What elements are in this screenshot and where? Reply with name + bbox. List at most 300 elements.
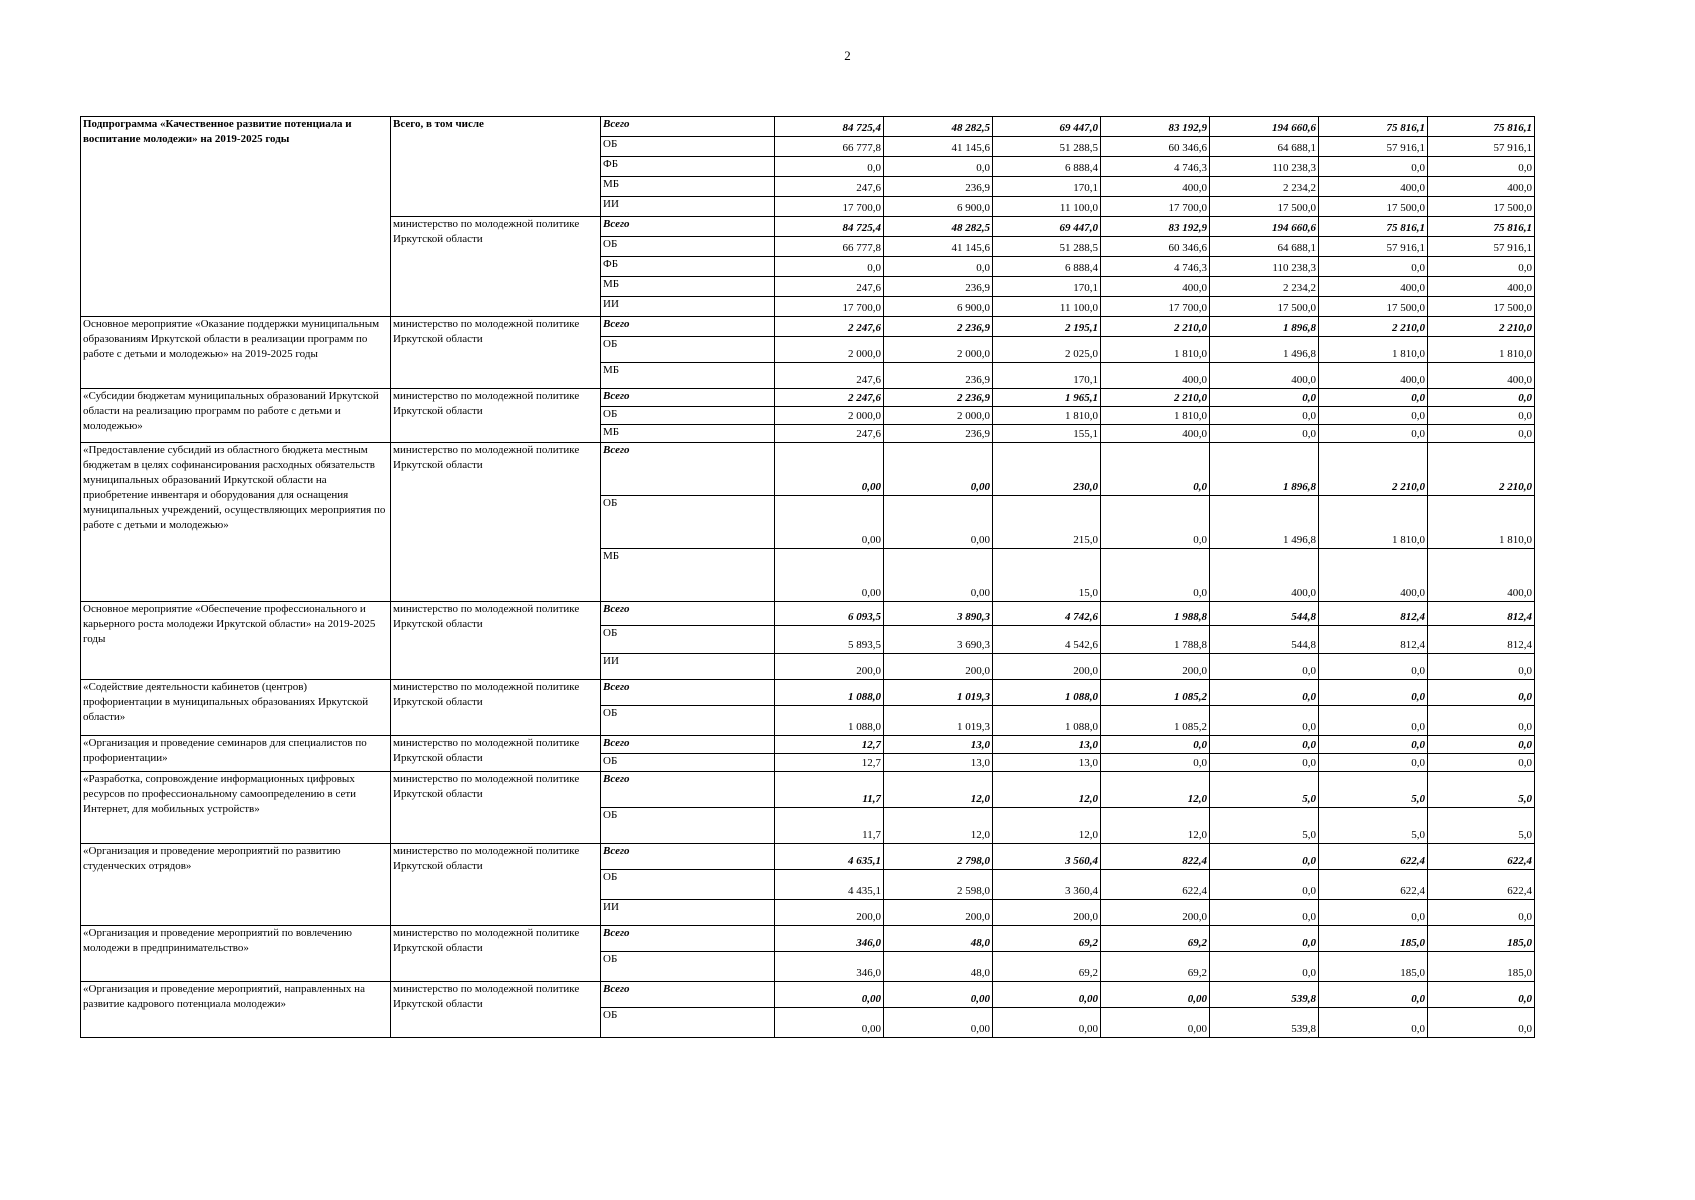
amount-cell: 57 916,1 [1319,237,1428,257]
amount-cell: 2 000,0 [775,407,884,425]
amount-cell: 2 210,0 [1319,317,1428,337]
table-row [81,772,1535,808]
amount-cell: 1 896,8 [1210,443,1319,496]
funding-source-cell: ОБ [601,952,775,982]
amount-cell: 0,00 [775,496,884,549]
funding-source-cell: Всего [601,443,775,496]
amount-cell: 236,9 [884,177,993,197]
amount-cell: 4 746,3 [1101,157,1210,177]
amount-cell: 0,0 [1101,443,1210,496]
funding-source-cell: Всего [601,772,775,808]
funding-source-cell: Всего [601,389,775,407]
amount-cell: 400,0 [1319,277,1428,297]
amount-cell: 48,0 [884,926,993,952]
amount-cell: 2 210,0 [1428,317,1535,337]
amount-cell: 200,0 [1101,900,1210,926]
amount-cell: 400,0 [1101,425,1210,443]
funding-source-cell: ФБ [601,257,775,277]
amount-cell: 13,0 [884,754,993,772]
amount-cell: 0,0 [1319,706,1428,736]
amount-cell: 0,0 [1210,844,1319,870]
amount-cell: 346,0 [775,926,884,952]
amount-cell: 17 500,0 [1210,297,1319,317]
amount-cell: 155,1 [993,425,1101,443]
amount-cell: 2 195,1 [993,317,1101,337]
amount-cell: 0,0 [1319,389,1428,407]
amount-cell: 0,0 [1319,680,1428,706]
amount-cell: 236,9 [884,363,993,389]
funding-source-cell: МБ [601,549,775,602]
amount-cell: 4 635,1 [775,844,884,870]
funding-source-cell: ОБ [601,706,775,736]
amount-cell: 2 236,9 [884,317,993,337]
amount-cell: 57 916,1 [1319,137,1428,157]
amount-cell: 200,0 [993,654,1101,680]
amount-cell: 236,9 [884,425,993,443]
amount-cell: 1 988,8 [1101,602,1210,626]
amount-cell: 0,0 [1210,900,1319,926]
amount-cell: 346,0 [775,952,884,982]
amount-cell: 0,0 [1428,389,1535,407]
amount-cell: 3 560,4 [993,844,1101,870]
amount-cell: 400,0 [1210,363,1319,389]
amount-cell: 1 496,8 [1210,496,1319,549]
table-row [81,736,1535,754]
executor-cell: министерство по молодежной политике Иркутской области [391,217,601,317]
event-title-cell: «Организация и проведение мероприятий по развитию студенческих отрядов» [81,844,391,926]
amount-cell: 69 447,0 [993,117,1101,137]
amount-cell: 0,0 [1210,926,1319,952]
amount-cell: 2 210,0 [1101,389,1210,407]
amount-cell: 1 088,0 [775,680,884,706]
amount-cell: 0,0 [1101,549,1210,602]
amount-cell: 5,0 [1210,772,1319,808]
amount-cell: 812,4 [1319,626,1428,654]
amount-cell: 236,9 [884,277,993,297]
funding-source-cell: Всего [601,317,775,337]
event-title-cell: «Содействие деятельности кабинетов (центров) профориентации в муниципальных образованиях Иркутской области» [81,680,391,736]
amount-cell: 0,0 [1428,680,1535,706]
amount-cell: 0,00 [1101,982,1210,1008]
amount-cell: 0,0 [1210,654,1319,680]
amount-cell: 83 192,9 [1101,217,1210,237]
amount-cell: 75 816,1 [1428,117,1535,137]
amount-cell: 13,0 [993,736,1101,754]
amount-cell: 1 496,8 [1210,337,1319,363]
amount-cell: 185,0 [1428,952,1535,982]
amount-cell: 2 236,9 [884,389,993,407]
executor-cell: министерство по молодежной политике Иркутской области [391,736,601,772]
amount-cell: 12,0 [1101,772,1210,808]
amount-cell: 1 088,0 [993,680,1101,706]
amount-cell: 5 893,5 [775,626,884,654]
amount-cell: 0,0 [1319,754,1428,772]
amount-cell: 12,7 [775,754,884,772]
funding-source-cell: ИИ [601,900,775,926]
amount-cell: 57 916,1 [1428,137,1535,157]
amount-cell: 6 093,5 [775,602,884,626]
amount-cell: 0,0 [1319,257,1428,277]
table-row [81,602,1535,626]
amount-cell: 2 234,2 [1210,277,1319,297]
amount-cell: 0,0 [1319,407,1428,425]
amount-cell: 230,0 [993,443,1101,496]
amount-cell: 622,4 [1101,870,1210,900]
amount-cell: 66 777,8 [775,237,884,257]
amount-cell: 400,0 [1319,177,1428,197]
amount-cell: 48 282,5 [884,117,993,137]
amount-cell: 0,00 [884,1008,993,1038]
amount-cell: 0,00 [884,549,993,602]
amount-cell: 0,0 [884,257,993,277]
amount-cell: 1 810,0 [993,407,1101,425]
event-title-cell: Основное мероприятие «Оказание поддержки муниципальным образованиям Иркутской области в реализации программ по работе с детьми и молодежью» на 2019-2025 годы [81,317,391,389]
amount-cell: 2 247,6 [775,389,884,407]
executor-cell: министерство по молодежной политике Иркутской области [391,926,601,982]
amount-cell: 0,0 [1319,654,1428,680]
amount-cell: 69,2 [993,952,1101,982]
amount-cell: 0,0 [1210,870,1319,900]
amount-cell: 5,0 [1319,808,1428,844]
amount-cell: 812,4 [1319,602,1428,626]
funding-source-cell: МБ [601,425,775,443]
amount-cell: 13,0 [993,754,1101,772]
amount-cell: 0,0 [1210,952,1319,982]
amount-cell: 0,0 [1428,706,1535,736]
event-title-cell: «Предоставление субсидий из областного бюджета местным бюджетам в целях софинансирования расходных обязательств муниципальных образований Иркутской области на приобретение инвентаря и оборудования для оснащения муниципальных учреждений, осуществляющих мероприятия по работе с детьми и молодежью» [81,443,391,602]
amount-cell: 0,00 [775,982,884,1008]
amount-cell: 0,0 [1428,654,1535,680]
amount-cell: 0,0 [1319,900,1428,926]
amount-cell: 539,8 [1210,982,1319,1008]
amount-cell: 400,0 [1210,549,1319,602]
funding-source-cell: ОБ [601,870,775,900]
amount-cell: 0,0 [1101,754,1210,772]
funding-source-cell: ИИ [601,297,775,317]
amount-cell: 2 598,0 [884,870,993,900]
amount-cell: 247,6 [775,177,884,197]
amount-cell: 0,00 [884,496,993,549]
amount-cell: 812,4 [1428,602,1535,626]
table-row [81,443,1535,496]
amount-cell: 17 700,0 [1101,297,1210,317]
executor-cell: министерство по молодежной политике Иркутской области [391,772,601,844]
amount-cell: 12,0 [884,772,993,808]
amount-cell: 200,0 [884,654,993,680]
funding-source-cell: ОБ [601,754,775,772]
amount-cell: 0,0 [775,257,884,277]
amount-cell: 0,0 [1210,407,1319,425]
funding-source-cell: Всего [601,926,775,952]
amount-cell: 2 000,0 [884,337,993,363]
amount-cell: 247,6 [775,363,884,389]
funding-source-cell: МБ [601,177,775,197]
budget-table [80,116,1535,1038]
amount-cell: 84 725,4 [775,117,884,137]
amount-cell: 0,0 [775,157,884,177]
executor-cell: министерство по молодежной политике Иркутской области [391,602,601,680]
amount-cell: 57 916,1 [1428,237,1535,257]
amount-cell: 0,0 [1428,257,1535,277]
amount-cell: 12,0 [993,808,1101,844]
funding-source-cell: Всего [601,217,775,237]
amount-cell: 60 346,6 [1101,237,1210,257]
amount-cell: 51 288,5 [993,237,1101,257]
amount-cell: 0,0 [1101,736,1210,754]
amount-cell: 3 890,3 [884,602,993,626]
amount-cell: 51 288,5 [993,137,1101,157]
amount-cell: 0,00 [884,982,993,1008]
amount-cell: 6 900,0 [884,197,993,217]
amount-cell: 247,6 [775,277,884,297]
amount-cell: 185,0 [1319,952,1428,982]
amount-cell: 1 085,2 [1101,706,1210,736]
funding-source-cell: ОБ [601,1008,775,1038]
page-number: 2 [844,48,851,63]
amount-cell: 185,0 [1428,926,1535,952]
amount-cell: 400,0 [1101,177,1210,197]
amount-cell: 0,0 [1319,425,1428,443]
funding-source-cell: ИИ [601,197,775,217]
funding-source-cell: ИИ [601,654,775,680]
amount-cell: 2 210,0 [1319,443,1428,496]
amount-cell: 1 810,0 [1319,496,1428,549]
funding-source-cell: Всего [601,982,775,1008]
amount-cell: 622,4 [1428,844,1535,870]
funding-source-cell: ОБ [601,137,775,157]
amount-cell: 2 247,6 [775,317,884,337]
amount-cell: 17 700,0 [775,297,884,317]
amount-cell: 0,0 [1428,900,1535,926]
event-title-cell: Основное мероприятие «Обеспечение профессионального и карьерного роста молодежи Иркутской области» на 2019-2025 годы [81,602,391,680]
amount-cell: 66 777,8 [775,137,884,157]
amount-cell: 11 100,0 [993,197,1101,217]
amount-cell: 3 360,4 [993,870,1101,900]
amount-cell: 0,0 [1210,754,1319,772]
amount-cell: 17 700,0 [1101,197,1210,217]
amount-cell: 5,0 [1428,772,1535,808]
funding-source-cell: МБ [601,363,775,389]
amount-cell: 0,00 [775,443,884,496]
amount-cell: 170,1 [993,177,1101,197]
amount-cell: 544,8 [1210,602,1319,626]
amount-cell: 6 888,4 [993,257,1101,277]
amount-cell: 400,0 [1428,363,1535,389]
amount-cell: 0,0 [1428,1008,1535,1038]
amount-cell: 2 000,0 [884,407,993,425]
amount-cell: 2 210,0 [1428,443,1535,496]
amount-cell: 0,0 [1428,407,1535,425]
event-title-cell: «Субсидии бюджетам муниципальных образований Иркутской области на реализацию программ по работе с детьми и молодежью» [81,389,391,443]
amount-cell: 0,0 [1210,425,1319,443]
funding-source-cell: Всего [601,602,775,626]
amount-cell: 400,0 [1319,363,1428,389]
amount-cell: 200,0 [775,900,884,926]
event-title-cell: «Организация и проведение мероприятий по вовлечению молодежи в предпринимательство» [81,926,391,982]
amount-cell: 0,0 [1428,982,1535,1008]
amount-cell: 110 238,3 [1210,257,1319,277]
amount-cell: 0,0 [1428,736,1535,754]
amount-cell: 1 810,0 [1428,496,1535,549]
amount-cell: 60 346,6 [1101,137,1210,157]
amount-cell: 2 025,0 [993,337,1101,363]
funding-source-cell: Всего [601,736,775,754]
amount-cell: 11,7 [775,808,884,844]
amount-cell: 0,0 [1319,1008,1428,1038]
event-title-cell: «Разработка, сопровождение информационных цифровых ресурсов по профессиональному самоопределению в сети Интернет, для мобильных устройств» [81,772,391,844]
amount-cell: 622,4 [1428,870,1535,900]
amount-cell: 69,2 [1101,926,1210,952]
amount-cell: 185,0 [1319,926,1428,952]
amount-cell: 4 435,1 [775,870,884,900]
amount-cell: 64 688,1 [1210,137,1319,157]
amount-cell: 1 810,0 [1101,337,1210,363]
amount-cell: 13,0 [884,736,993,754]
funding-source-cell: ФБ [601,157,775,177]
amount-cell: 69,2 [1101,952,1210,982]
amount-cell: 622,4 [1319,870,1428,900]
amount-cell: 1 965,1 [993,389,1101,407]
amount-cell: 0,0 [1101,496,1210,549]
amount-cell: 200,0 [884,900,993,926]
amount-cell: 75 816,1 [1428,217,1535,237]
funding-source-cell: ОБ [601,407,775,425]
amount-cell: 0,0 [1210,680,1319,706]
amount-cell: 17 500,0 [1210,197,1319,217]
amount-cell: 11,7 [775,772,884,808]
amount-cell: 0,00 [775,549,884,602]
amount-cell: 1 019,3 [884,706,993,736]
amount-cell: 5,0 [1319,772,1428,808]
amount-cell: 400,0 [1101,277,1210,297]
amount-cell: 1 085,2 [1101,680,1210,706]
amount-cell: 0,0 [884,157,993,177]
amount-cell: 215,0 [993,496,1101,549]
amount-cell: 247,6 [775,425,884,443]
amount-cell: 1 788,8 [1101,626,1210,654]
amount-cell: 15,0 [993,549,1101,602]
executor-cell: министерство по молодежной политике Иркутской области [391,680,601,736]
amount-cell: 0,00 [775,1008,884,1038]
executor-cell: министерство по молодежной политике Иркутской области [391,982,601,1038]
amount-cell: 400,0 [1428,277,1535,297]
amount-cell: 48,0 [884,952,993,982]
table-row [81,982,1535,1008]
amount-cell: 75 816,1 [1319,117,1428,137]
funding-source-cell: ОБ [601,496,775,549]
amount-cell: 1 896,8 [1210,317,1319,337]
amount-cell: 84 725,4 [775,217,884,237]
amount-cell: 5,0 [1210,808,1319,844]
amount-cell: 539,8 [1210,1008,1319,1038]
amount-cell: 2 798,0 [884,844,993,870]
amount-cell: 0,00 [884,443,993,496]
amount-cell: 0,00 [993,1008,1101,1038]
amount-cell: 17 500,0 [1428,297,1535,317]
amount-cell: 194 660,6 [1210,117,1319,137]
amount-cell: 48 282,5 [884,217,993,237]
amount-cell: 1 810,0 [1101,407,1210,425]
table-row [81,844,1535,870]
amount-cell: 0,0 [1428,157,1535,177]
amount-cell: 4 542,6 [993,626,1101,654]
funding-source-cell: Всего [601,117,775,137]
table-row [81,389,1535,407]
executor-cell: министерство по молодежной политике Иркутской области [391,443,601,602]
amount-cell: 544,8 [1210,626,1319,654]
event-title-cell: «Организация и проведение семинаров для специалистов по профориентации» [81,736,391,772]
amount-cell: 170,1 [993,277,1101,297]
amount-cell: 110 238,3 [1210,157,1319,177]
amount-cell: 400,0 [1319,549,1428,602]
funding-source-cell: ОБ [601,337,775,363]
amount-cell: 400,0 [1101,363,1210,389]
amount-cell: 2 234,2 [1210,177,1319,197]
amount-cell: 0,0 [1319,736,1428,754]
amount-cell: 6 900,0 [884,297,993,317]
amount-cell: 12,0 [1101,808,1210,844]
amount-cell: 17 700,0 [775,197,884,217]
amount-cell: 1 088,0 [775,706,884,736]
amount-cell: 12,0 [993,772,1101,808]
amount-cell: 1 088,0 [993,706,1101,736]
executor-cell: министерство по молодежной политике Иркутской области [391,844,601,926]
amount-cell: 0,00 [993,982,1101,1008]
amount-cell: 170,1 [993,363,1101,389]
amount-cell: 194 660,6 [1210,217,1319,237]
amount-cell: 0,00 [1101,1008,1210,1038]
amount-cell: 200,0 [775,654,884,680]
amount-cell: 2 000,0 [775,337,884,363]
amount-cell: 0,0 [1210,706,1319,736]
amount-cell: 3 690,3 [884,626,993,654]
amount-cell: 69 447,0 [993,217,1101,237]
funding-source-cell: МБ [601,277,775,297]
amount-cell: 200,0 [993,900,1101,926]
amount-cell: 6 888,4 [993,157,1101,177]
event-title-cell: Подпрограмма «Качественное развитие потенциала и воспитание молодежи» на 2019-2025 годы [81,117,391,317]
funding-source-cell: ОБ [601,626,775,654]
executor-cell: министерство по молодежной политике Иркутской области [391,317,601,389]
funding-source-cell: Всего [601,680,775,706]
amount-cell: 41 145,6 [884,237,993,257]
amount-cell: 83 192,9 [1101,117,1210,137]
funding-source-cell: Всего [601,844,775,870]
amount-cell: 64 688,1 [1210,237,1319,257]
amount-cell: 400,0 [1428,177,1535,197]
amount-cell: 0,0 [1319,982,1428,1008]
funding-source-cell: ОБ [601,808,775,844]
amount-cell: 5,0 [1428,808,1535,844]
amount-cell: 11 100,0 [993,297,1101,317]
amount-cell: 17 500,0 [1319,197,1428,217]
executor-cell: Всего, в том числе [391,117,601,217]
amount-cell: 812,4 [1428,626,1535,654]
table-row [81,926,1535,952]
amount-cell: 0,0 [1428,425,1535,443]
table-row [81,317,1535,337]
amount-cell: 69,2 [993,926,1101,952]
amount-cell: 17 500,0 [1428,197,1535,217]
executor-cell: министерство по молодежной политике Иркутской области [391,389,601,443]
amount-cell: 200,0 [1101,654,1210,680]
amount-cell: 400,0 [1428,549,1535,602]
amount-cell: 12,7 [775,736,884,754]
amount-cell: 1 810,0 [1428,337,1535,363]
amount-cell: 0,0 [1319,157,1428,177]
table-row [81,117,1535,137]
amount-cell: 822,4 [1101,844,1210,870]
